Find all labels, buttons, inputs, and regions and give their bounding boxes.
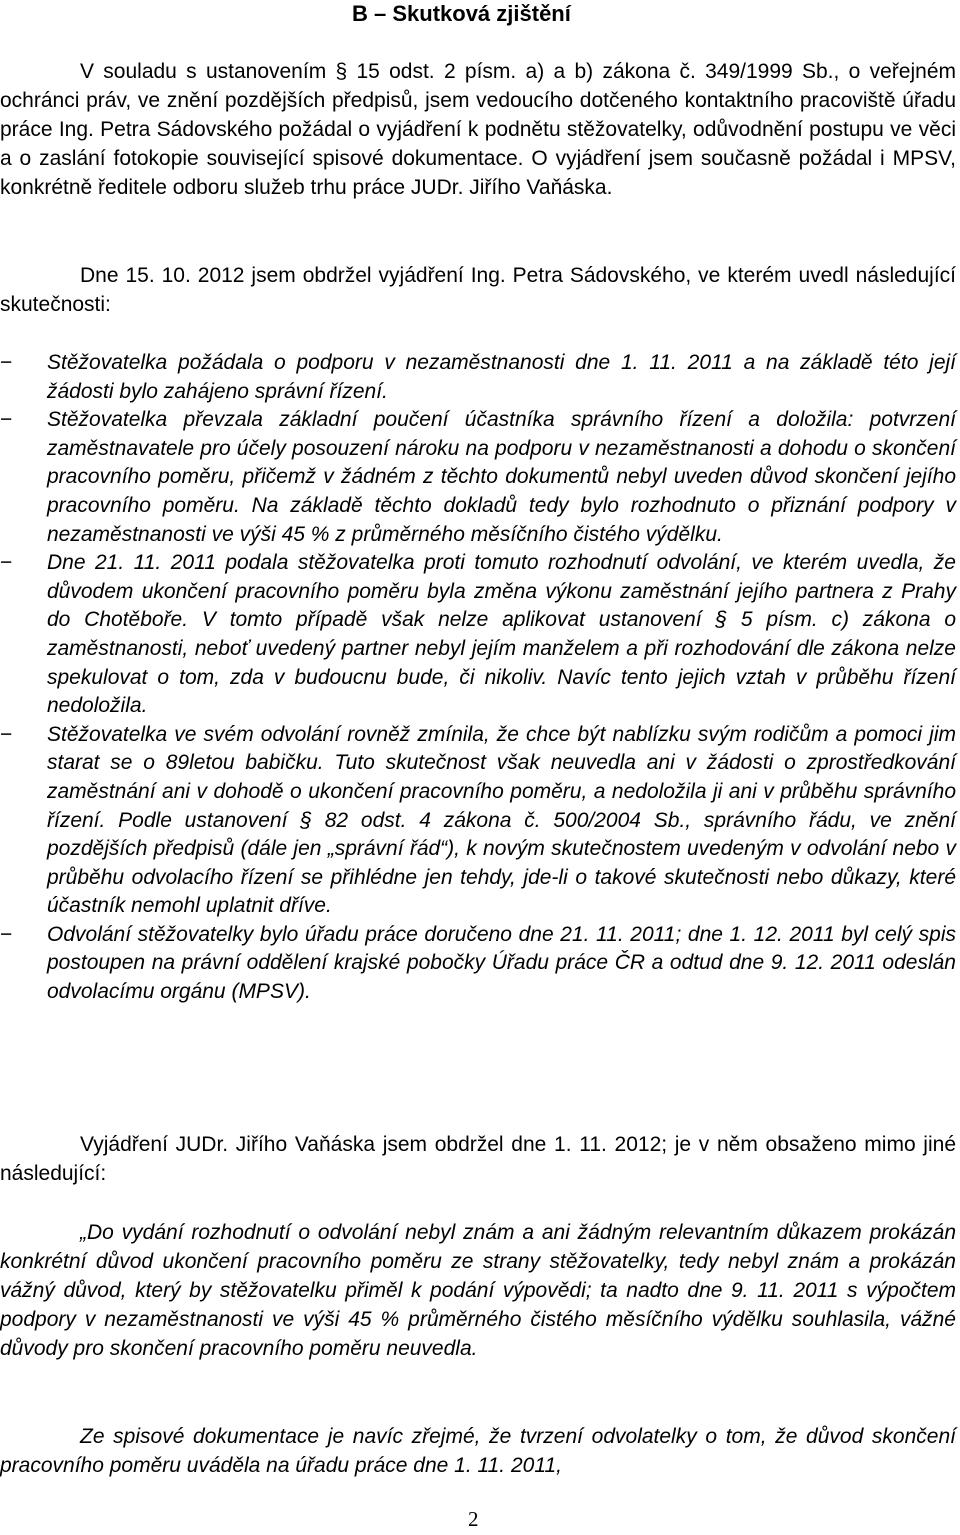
list-item-text: Stěžovatelka požádala o podporu v nezaměstnanosti dne 1. 11. 2011 a na základě této její žádosti bylo zahájeno správní řízení. — [47, 351, 956, 403]
final-paragraph: Ze spisové dokumentace je navíc zřejmé, že tvrzení odvolatelky o tom, že důvod skončení pracovního poměru uváděla na úřadu práce dne 1. 11. 2011, — [0, 1425, 956, 1477]
list-marker: − — [0, 722, 13, 746]
list-item-text: Stěžovatelka ve svém odvolání rovněž zmínila, že chce být nablízku svým rodičům a pomoci jim starat se o 89letou babičku. Tuto skutečnost však neuvedla ani v žádosti o zprostředkování zaměstnání ani v dohodě o ukončení pracovního poměru, a nedoložila ji ani v průběhu správního řízení. Podle ustanovení § 82 odst. 4 zákona č. 500/2004 Sb., správního řádu, ve znění pozdějších předpisů (dále jen „správní řád“), k novým skutečnostem uvedeným v odvolání nebo v průběhu odvolacího řízení se přihlédne jen tehdy, jde-li o takové skutečnosti nebo důkazy, které účastník nemohl uplatnit dříve. — [47, 722, 956, 918]
facts-list — [0, 349, 956, 1007]
list-item — [0, 721, 956, 921]
intro-paragraph: V souladu s ustanovením § 15 odst. 2 písm. a) a b) zákona č. 349/1999 Sb., o veřejném ochránci práv, ve znění pozdějších předpisů, jsem vedoucího dotčeného kontaktního pracoviště úřadu práce Ing. Petra Sádovského požádal o vyjádření k podnětu stěžovatelky, odůvodnění postupu ve věci a o zaslání fotokopie související spisové dokumentace. O vyjádření jsem současně požádal i MPSV, konkrétně ředitele odboru služeb trhu práce JUDr. Jiřího Vaňáska. — [0, 60, 956, 199]
judr-paragraph: Vyjádření JUDr. Jiřího Vaňáska jsem obdržel dne 1. 11. 2012; je v něm obsaženo mimo jiné následující: — [0, 1133, 956, 1185]
section-heading: B – Skutková zjištění — [352, 1, 571, 26]
response-paragraph: Dne 15. 10. 2012 jsem obdržel vyjádření Ing. Petra Sádovského, ve kterém uvedl následující skutečnosti: — [0, 264, 956, 316]
list-item-text: Dne 21. 11. 2011 podala stěžovatelka proti tomuto rozhodnutí odvolání, ve kterém uvedla, že důvodem ukončení pracovního poměru byla změna výkonu zaměstnání jejího partnera z Prahy do Chotěboře. V tomto případě však nelze aplikovat ustanovení § 5 písm. c) zákona o zaměstnanosti, neboť uvedený partner nebyl jejím manželem a při rozhodování dle zákona nelze spekulovat o tom, zda v budoucnu bude, či nikoliv. Navíc tento jejich vztah v průběhu řízení nedoložila. — [47, 551, 956, 718]
list-marker: − — [0, 408, 13, 432]
list-item-text: Odvolání stěžovatelky bylo úřadu práce doručeno dne 21. 11. 2011; dne 1. 12. 2011 byl celý spis postoupen na právní oddělení krajské pobočky Úřadu práce ČR a odtud dne 9. 12. 2011 odeslán odvolacímu orgánu (MPSV). — [47, 922, 956, 1004]
list-item — [0, 349, 956, 406]
list-item-text: Stěžovatelka převzala základní poučení účastníka správního řízení a doložila: potvrzení zaměstnavatele pro účely posouzení nároku na podporu v nezaměstnanosti a dohodu o skončení pracovního poměru, přičemž v žádném z těchto dokumentů nebyl uveden důvod skončení jejího pracovního poměru. Na základě těchto dokladů tedy bylo rozhodnuto o přiznání podpory v nezaměstnanosti ve výši 45 % z průměrného měsíčního čistého výdělku. — [47, 408, 956, 546]
quote-paragraph: „Do vydání rozhodnutí o odvolání nebyl znám a ani žádným relevantním důkazem prokázán konkrétní důvod ukončení pracovního poměru ze strany stěžovatelky, tedy nebyl znám a prokázán vážný důvod, který by stěžovatelku přiměl k podání výpovědi; ta nadto dne 9. 11. 2011 s výpočtem podpory v nezaměstnanosti ve výši 45 % průměrného čistého měsíčního výdělku souhlasila, vážné důvody pro skončení pracovního poměru neuvedla. — [0, 1221, 956, 1360]
list-marker: − — [0, 922, 13, 946]
list-item — [0, 549, 956, 721]
list-item — [0, 921, 956, 1007]
list-item — [0, 406, 956, 549]
list-marker: − — [0, 551, 13, 575]
list-marker: − — [0, 351, 13, 374]
page-number: 2 — [468, 1507, 479, 1531]
